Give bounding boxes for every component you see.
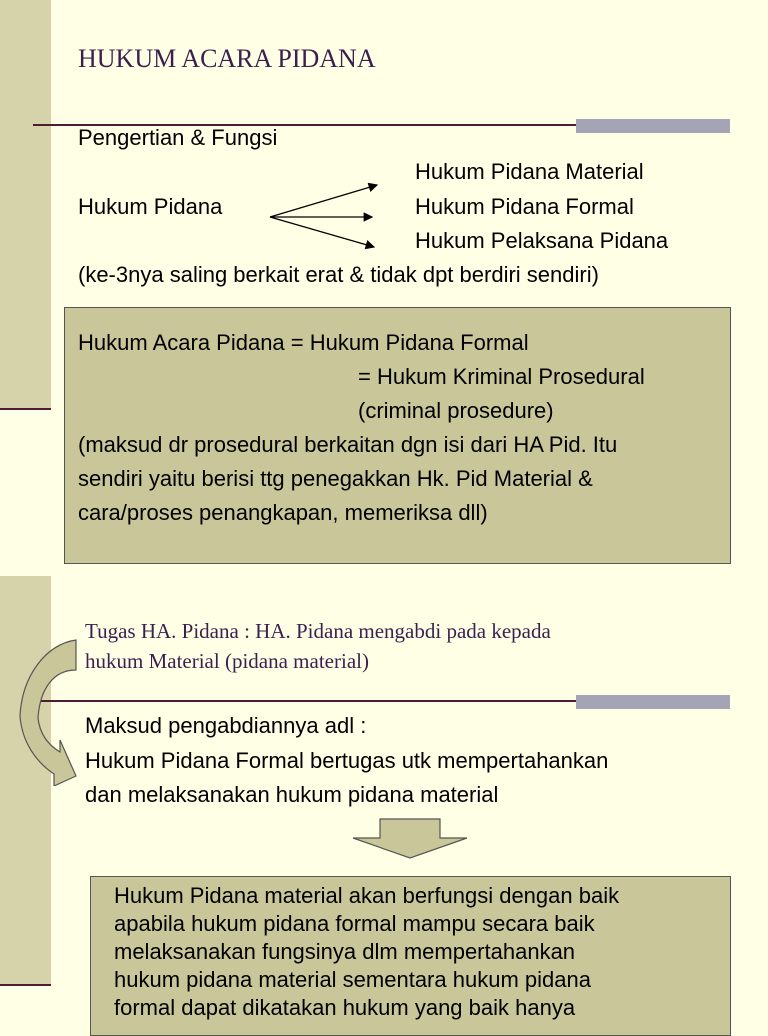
branch-material: Hukum Pidana Material bbox=[415, 159, 644, 184]
conclusion-line-5: formal dapat dikatakan hukum yang baik hanya bbox=[114, 995, 576, 1020]
title-rule-accent bbox=[576, 119, 730, 133]
body-line-2: Hukum Pidana Formal bertugas utk mempertahankan bbox=[85, 748, 609, 773]
branch-pelaksana: Hukum Pelaksana Pidana bbox=[415, 228, 669, 253]
box-line-6: cara/proses penangkapan, memeriksa dll) bbox=[78, 500, 488, 525]
sidebar-bottom-rule bbox=[0, 984, 51, 986]
note: (ke-3nya saling berkait erat & tidak dpt berdiri sendiri) bbox=[78, 262, 599, 287]
conclusion-line-2: apabila hukum pidana formal mampu secara baik bbox=[114, 911, 595, 936]
conclusion-line-1: Hukum Pidana material akan berfungsi dengan baik bbox=[114, 883, 620, 908]
box-line-5: sendiri yaitu berisi ttg penegakkan Hk. Pid Material & bbox=[78, 466, 593, 491]
slide-2-title-line-1: Tugas HA. Pidana : HA. Pidana mengabdi pada kepada bbox=[85, 619, 551, 643]
branch-formal: Hukum Pidana Formal bbox=[415, 194, 634, 219]
subtitle: Pengertian & Fungsi bbox=[78, 125, 278, 150]
body-line-1: Maksud pengabdiannya adl : bbox=[85, 713, 367, 738]
branch-source: Hukum Pidana bbox=[78, 194, 223, 219]
arrow-right-icon bbox=[270, 217, 374, 247]
curved-arrow-icon bbox=[14, 636, 84, 786]
sidebar-bottom-rule bbox=[0, 408, 51, 410]
branch-arrows bbox=[260, 175, 390, 255]
slide-1-title: HUKUM ACARA PIDANA bbox=[78, 44, 376, 73]
conclusion-line-3: melaksanakan fungsinya dlm mempertahankan bbox=[114, 939, 576, 964]
box-line-1: Hukum Acara Pidana = Hukum Pidana Formal bbox=[78, 330, 529, 355]
arrow-right-icon bbox=[270, 185, 377, 217]
box-line-3: (criminal prosedure) bbox=[358, 398, 554, 423]
title-rule-accent bbox=[576, 695, 730, 709]
box-line-2: = Hukum Kriminal Prosedural bbox=[358, 364, 645, 389]
slide-1-sidebar bbox=[0, 0, 51, 410]
body-line-3: dan melaksanakan hukum pidana material bbox=[85, 782, 499, 807]
conclusion-line-4: hukum pidana material sementara hukum pidana bbox=[114, 967, 591, 992]
slide-2 bbox=[0, 576, 768, 1024]
down-arrow-icon bbox=[350, 818, 470, 860]
slide-2-title-line-2: hukum Material (pidana material) bbox=[85, 649, 369, 673]
box-line-4: (maksud dr prosedural berkaitan dgn isi dari HA Pid. Itu bbox=[78, 432, 618, 457]
